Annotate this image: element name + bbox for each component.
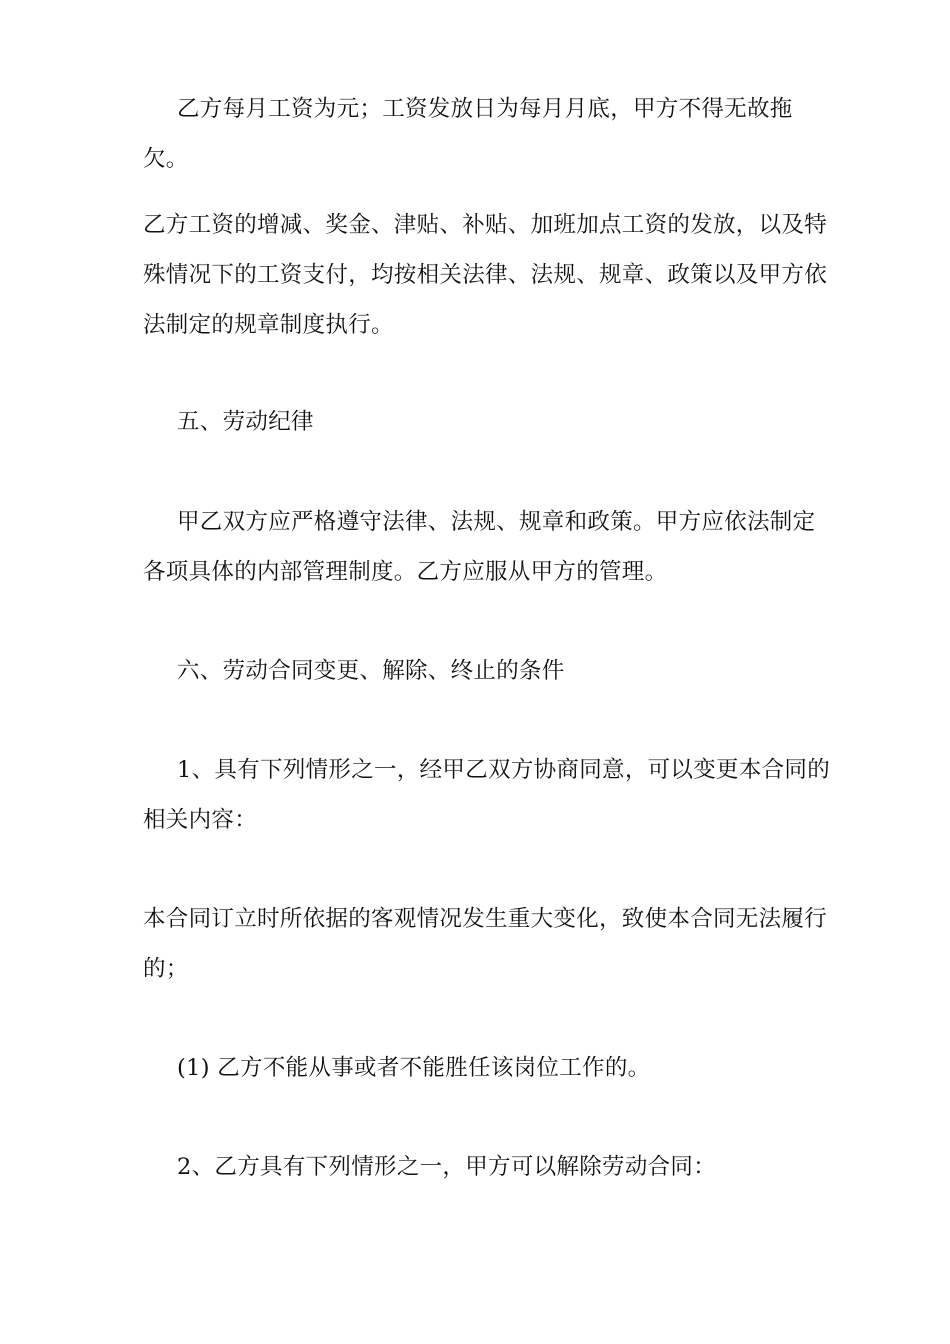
paragraph-line: 乙方每月工资为元；工资发放日为每月月底，甲方不得无故拖 xyxy=(177,96,793,122)
paragraph-line: 的； xyxy=(143,956,189,982)
paragraph-line: 1、具有下列情形之一，经甲乙双方协商同意，可以变更本合同的 xyxy=(177,757,831,783)
paragraph-line: 甲乙双方应严格遵守法律、法规、规章和政策。甲方应依法制定 xyxy=(177,509,816,535)
paragraph-line: (1) 乙方不能从事或者不能胜任该岗位工作的。 xyxy=(177,1055,651,1081)
paragraph-sub-item-1 xyxy=(143,1043,818,1093)
paragraph-wage-adjustment xyxy=(143,200,828,350)
section-heading: 五、劳动纪律 xyxy=(177,409,314,435)
paragraph-line: 乙方工资的增减、奖金、津贴、补贴、加班加点工资的发放，以及特 xyxy=(143,212,828,238)
paragraph-line: 相关内容： xyxy=(143,807,258,833)
paragraph-line: 法制定的规章制度执行。 xyxy=(143,312,394,338)
section-heading-labor-discipline xyxy=(143,397,818,447)
section-heading-contract-changes xyxy=(143,646,818,696)
paragraph-circumstance-change xyxy=(143,894,828,994)
paragraph-item-2 xyxy=(143,1142,818,1192)
paragraph-line: 各项具体的内部管理制度。乙方应服从甲方的管理。 xyxy=(143,559,668,585)
paragraph-wage-payment xyxy=(143,84,818,184)
section-heading: 六、劳动合同变更、解除、终止的条件 xyxy=(177,658,565,684)
paragraph-line: 欠。 xyxy=(143,146,189,172)
paragraph-line: 殊情况下的工资支付，均按相关法律、法规、规章、政策以及甲方依 xyxy=(143,262,828,288)
paragraph-discipline-rules xyxy=(143,497,818,597)
paragraph-line: 2、乙方具有下列情形之一，甲方可以解除劳动合同： xyxy=(177,1154,717,1180)
paragraph-line: 本合同订立时所依据的客观情况发生重大变化，致使本合同无法履行 xyxy=(143,906,828,932)
paragraph-item-1 xyxy=(143,745,831,845)
